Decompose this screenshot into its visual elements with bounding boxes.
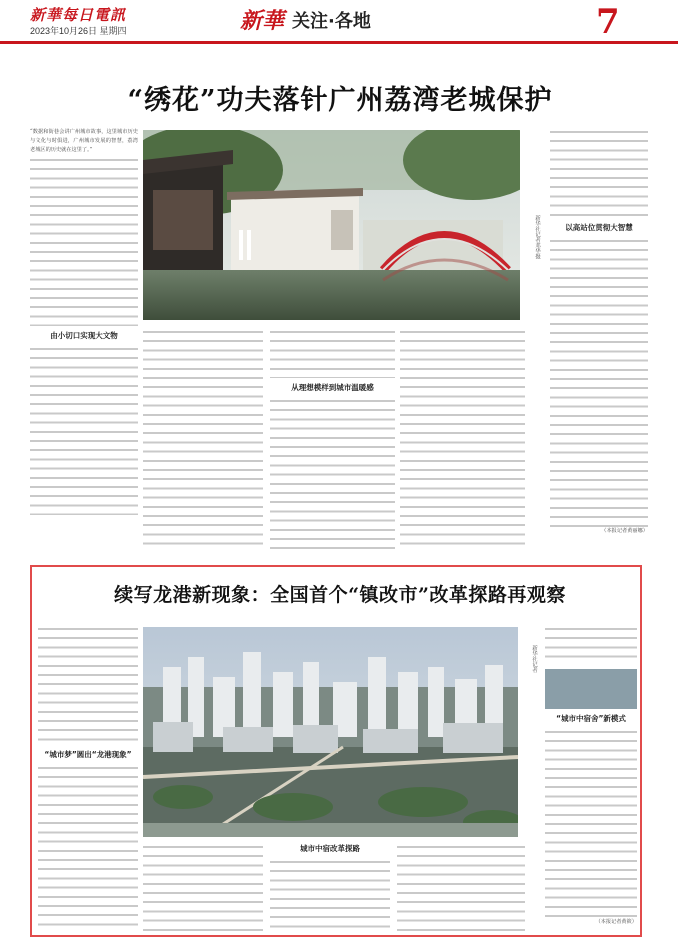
top-story-subhead-3: 以高站位贯彻大智慧 [565, 223, 633, 232]
bottom-story-column-5 [545, 625, 637, 931]
bottom-story-column-1 [38, 625, 138, 931]
top-story-column-5 [550, 128, 648, 548]
bottom-story-headline: 续写龙港新现象：全国首个“镇改市”改革探路再观察 [114, 584, 566, 606]
top-story-headline: “绣花”功夫落针广州荔湾老城保护 [127, 85, 553, 116]
section-logo: 新華 [240, 8, 285, 34]
text-lines [38, 764, 138, 929]
page-number: 7 [596, 2, 620, 42]
top-story-column-2 [143, 328, 263, 550]
text-lines [38, 625, 138, 745]
photo-caption: 新华社记者 [531, 645, 537, 673]
photo-caption: 新华社记者邓华摄 [534, 215, 540, 259]
lingnan-garden-photo [143, 130, 520, 320]
paper-logo: 新華每日電訊 [30, 6, 127, 24]
side-photo [545, 669, 637, 709]
masthead [0, 0, 678, 44]
bottom-story-column-2 [143, 843, 263, 931]
text-lines [545, 728, 637, 918]
text-lines [30, 156, 138, 326]
bottom-story-column-3 [270, 843, 390, 931]
bottom-story-subhead-3: 城市中宿改革探路 [300, 844, 360, 853]
text-lines [270, 397, 395, 550]
section-title: 关注·各地 [292, 11, 371, 32]
top-story-subhead-2: 从理想模样到城市温暖感 [291, 383, 374, 392]
text-lines [550, 237, 648, 527]
top-story-lead: “数据和街巷会讲广州城市故事，这里城市历史与文化与时俱进，广州城市发展的智慧，荔湾老城区的历史就在这里了。” [30, 129, 138, 154]
top-story-column-3 [270, 328, 395, 550]
top-story-column-4 [400, 328, 525, 550]
text-lines [270, 858, 390, 928]
bottom-story-subhead-2: “城市中宿舍”新模式 [556, 714, 626, 723]
text-lines [545, 625, 637, 665]
bottom-story-column-4 [397, 843, 525, 931]
top-story-subhead-1: 由小切口实现大文物 [50, 330, 118, 340]
text-lines [550, 128, 648, 218]
bottom-story-subhead-1: “城市梦”圆出“龙港现象” [44, 750, 132, 759]
issue-date: 2023年10月26日 星期四 [30, 26, 127, 36]
text-lines [270, 328, 395, 378]
text-lines [30, 345, 138, 515]
top-story-column-1 [30, 128, 138, 548]
longgang-city-aerial-photo [143, 627, 518, 837]
top-story-byline: （本报记者黄丽娜） [601, 528, 648, 534]
bottom-story-byline: （本报记者黄筱） [595, 919, 637, 925]
